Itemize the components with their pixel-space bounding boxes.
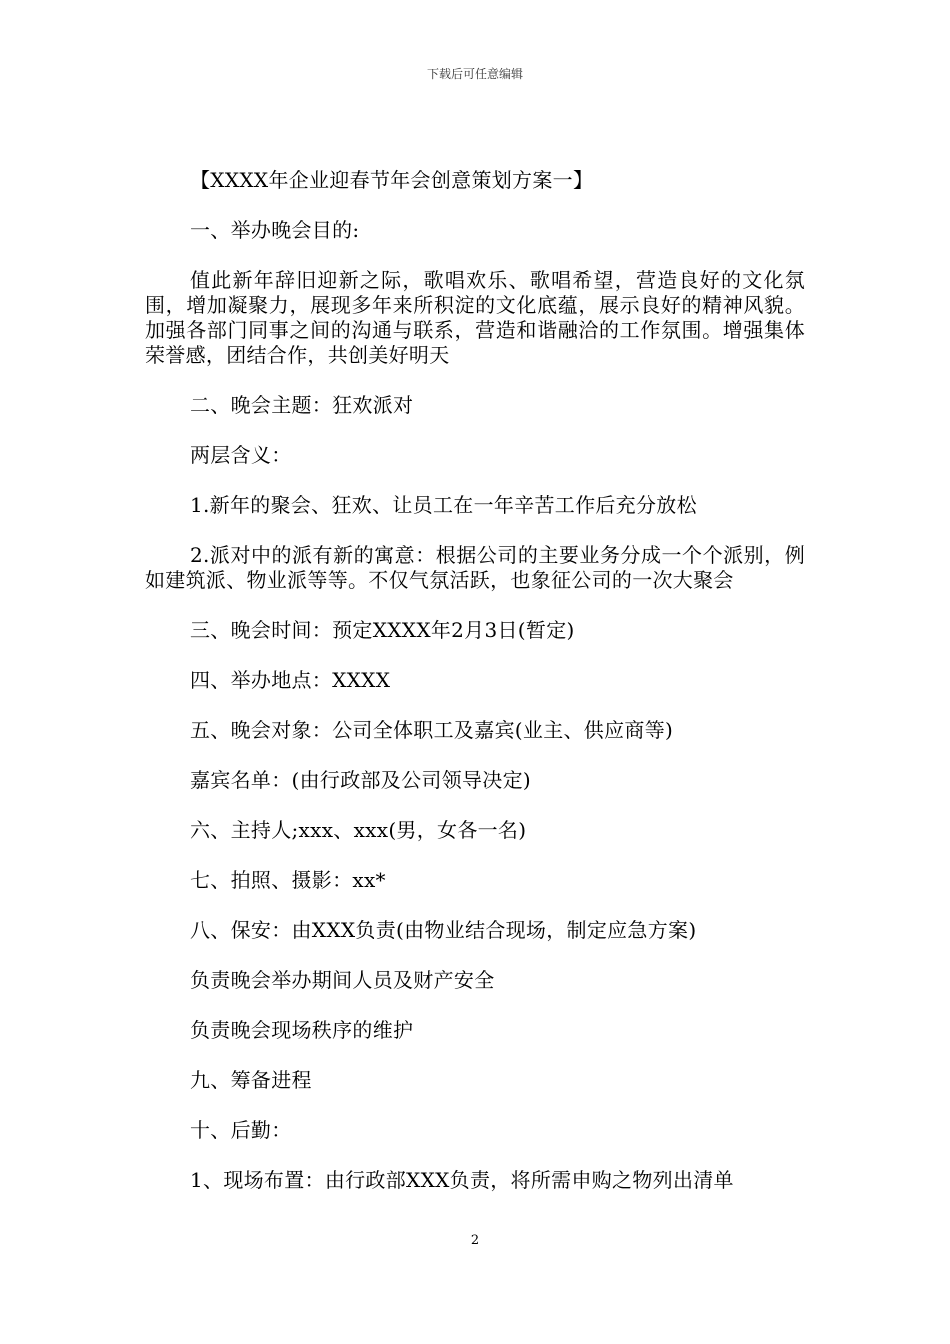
paragraph-purpose-body: 值此新年辞旧迎新之际，歌唱欢乐、歌唱希望，营造良好的文化氛围，增加凝聚力，展现多年来所积淀的文化底蕴，展示良好的精神风貌。加强各部门同事之间的沟通与联系，营造和谐融洽的工作氛围。增强集体荣誉感，团结合作，共创美好明天	[145, 268, 805, 367]
page-number: 2	[470, 1233, 480, 1248]
section-heading-attendees: 五、晚会对象：公司全体职工及嘉宾(业主、供应商等)	[190, 718, 674, 742]
paragraph-guest-list: 嘉宾名单：(由行政部及公司领导决定)	[190, 768, 532, 792]
section-heading-security: 八、保安：由XXX负责(由物业结合现场，制定应急方案)	[190, 918, 697, 942]
paragraph-theme-meaning: 两层含义：	[190, 443, 292, 467]
section-heading-logistics: 十、后勤：	[190, 1118, 292, 1142]
section-heading-time: 三、晚会时间：预定XXXX年2月3日(暂定)	[190, 618, 575, 642]
header-note: 下载后可任意编辑	[426, 67, 523, 81]
paragraph-security-duty-2: 负责晚会现场秩序的维护	[190, 1018, 414, 1042]
section-heading-venue: 四、举办地点：XXXX	[190, 668, 391, 692]
section-heading-photography: 七、拍照、摄影：xx*	[190, 868, 386, 892]
document-title: 【XXXX年企业迎春节年会创意策划方案一】	[190, 168, 594, 192]
document-body	[145, 168, 805, 1218]
section-heading-purpose: 一、举办晚会目的:	[190, 218, 360, 242]
section-heading-theme: 二、晚会主题：狂欢派对	[190, 393, 414, 417]
section-heading-preparation: 九、筹备进程	[190, 1068, 312, 1092]
paragraph-meaning-1: 1.新年的聚会、狂欢、让员工在一年辛苦工作后充分放松	[190, 493, 697, 517]
paragraph-meaning-2: 2.派对中的派有新的寓意：根据公司的主要业务分成一个个派别，例如建筑派、物业派等等。不仅气氛活跃，也象征公司的一次大聚会	[145, 543, 805, 592]
section-heading-hosts: 六、主持人;xxx、xxx(男，女各一名)	[190, 818, 527, 842]
paragraph-logistics-1: 1、现场布置：由行政部XXX负责，将所需申购之物列出清单	[190, 1168, 734, 1192]
paragraph-security-duty-1: 负责晚会举办期间人员及财产安全	[190, 968, 495, 992]
